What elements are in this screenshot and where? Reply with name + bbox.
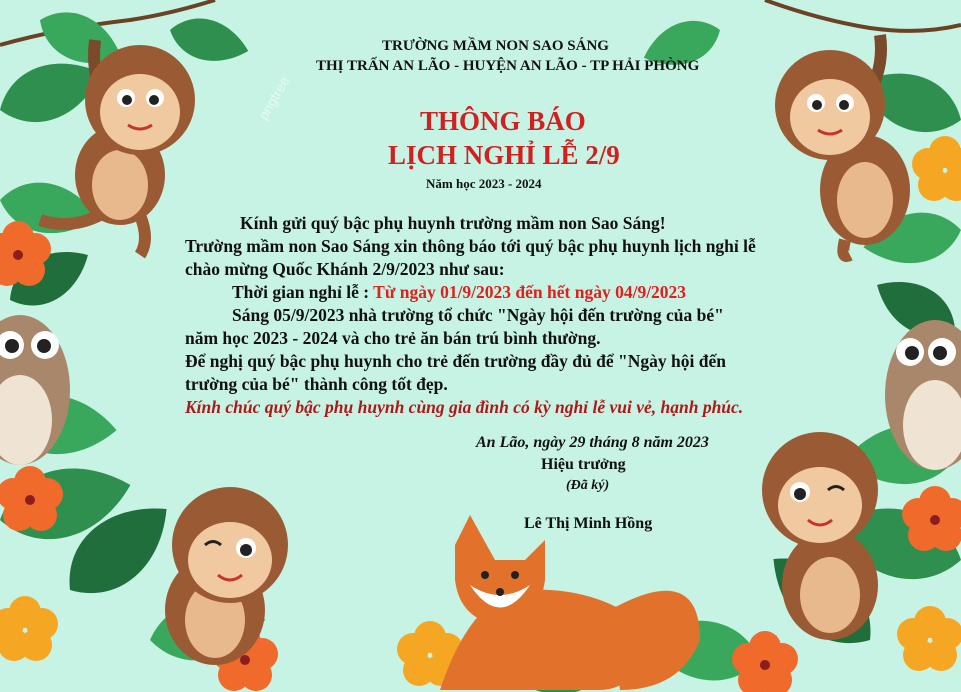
school-name: TRƯỜNG MẦM NON SAO SÁNG xyxy=(382,38,609,54)
signed-note: (Đã ký) xyxy=(566,478,610,493)
monkey-illustration-top-right xyxy=(775,35,910,256)
holiday-time-label: Thời gian nghỉ lễ : xyxy=(232,282,374,302)
request-line-1: Để nghị quý bậc phụ huynh cho trẻ đến trường đầy đủ để "Ngày hội đến xyxy=(185,351,726,371)
notice-title: THÔNG BÁO xyxy=(420,106,586,136)
greeting-line: Kính gửi quý bậc phụ huynh trường mầm non Sao Sáng! xyxy=(240,213,666,233)
event-line-1: Sáng 05/9/2023 nhà trường tổ chức "Ngày hội đến trường của bé" xyxy=(232,305,724,325)
signer-name: Lê Thị Minh Hồng xyxy=(524,515,653,532)
school-address: THỊ TRẤN AN LÃO - HUYỆN AN LÃO - TP HẢI PHÒNG xyxy=(316,58,700,74)
monkey-illustration-bottom-left xyxy=(165,487,288,665)
holiday-time-value: Từ ngày 01/9/2023 đến hết ngày 04/9/2023 xyxy=(373,282,687,302)
school-year: Năm học 2023 - 2024 xyxy=(426,176,542,191)
signer-role: Hiệu trưởng xyxy=(541,456,626,473)
intro-line-2: chào mừng Quốc Khánh 2/9/2023 như sau: xyxy=(185,259,505,279)
notice-subtitle: LỊCH NGHỈ LỄ 2/9 xyxy=(388,140,620,170)
fox-illustration xyxy=(440,515,700,690)
intro-line-1: Trường mầm non Sao Sáng xin thông báo tới quý bậc phụ huynh lịch nghỉ lễ xyxy=(185,236,756,256)
watermark: pngtree xyxy=(254,73,293,123)
wish-line: Kính chúc quý bậc phụ huynh cùng gia đình có kỳ nghỉ lễ vui vẻ, hạnh phúc. xyxy=(185,397,744,417)
event-line-2: năm học 2023 - 2024 và cho trẻ ăn bán trú bình thường. xyxy=(185,328,601,348)
place-date: An Lão, ngày 29 tháng 8 năm 2023 xyxy=(476,434,709,451)
holiday-time-line xyxy=(232,282,686,303)
request-line-2: trường của bé" thành công tốt đẹp. xyxy=(185,374,448,394)
